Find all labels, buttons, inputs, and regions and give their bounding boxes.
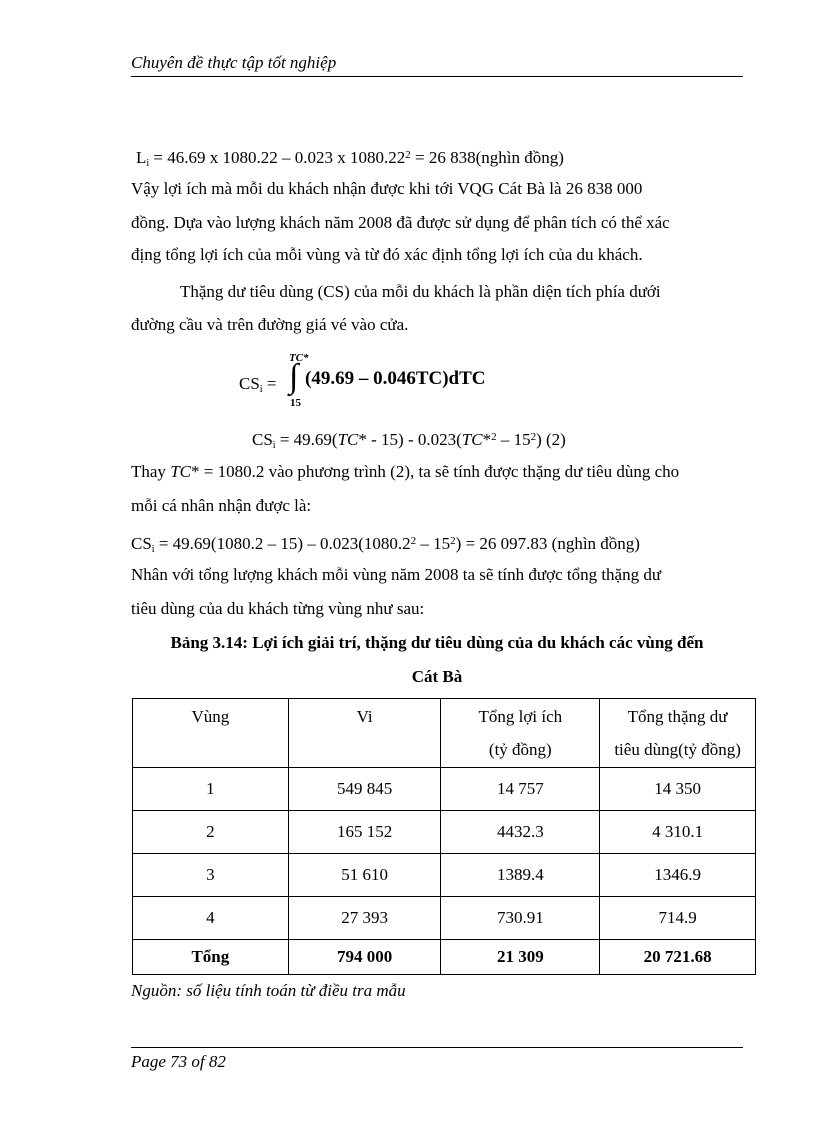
column-header: Tổng lợi ích (tỷ đồng) (441, 699, 600, 768)
integral-upper-limit: TC* (289, 352, 309, 364)
table-cell: 1389.4 (441, 854, 600, 897)
table-row (133, 811, 756, 854)
table-cell: 714.9 (600, 897, 756, 940)
header-title: Chuyên đề thực tập tốt nghiệp (131, 53, 337, 72)
table-cell: 4 (133, 897, 289, 940)
table-row (133, 768, 756, 811)
table-cell: 2 (133, 811, 289, 854)
table-cell: 1346.9 (600, 854, 756, 897)
column-header: Tổng thặng dư tiêu dùng(tỷ đồng) (600, 699, 756, 768)
table-cell: 730.91 (441, 897, 600, 940)
paragraph-line: Thặng dư tiêu dùng (CS) của mỗi du khách là phần diện tích phía dưới (180, 282, 661, 301)
paragraph-line: mỗi cá nhân nhận được là: (131, 496, 312, 515)
integral-lower-limit: 15 (290, 397, 301, 409)
table-cell: 14 757 (441, 768, 600, 811)
integrand: (49.69 – 0.046TC)dTC (305, 368, 486, 389)
table-cell: 165 152 (288, 811, 441, 854)
table-cell: 1 (133, 768, 289, 811)
paragraph-line: Vậy lợi ích mà mỗi du khách nhận được khi tới VQG Cát Bà là 26 838 000 (131, 179, 643, 198)
paragraph-line: Nhân với tổng lượng khách mỗi vùng năm 2008 ta sẽ tính được tổng thặng dư (131, 565, 662, 584)
table-cell: 14 350 (600, 768, 756, 811)
table-cell: 21 309 (441, 940, 600, 975)
equation-benefit: $L_i = 46.69$ x 1080.22 – 0.023 x $1080.22^2 = 26$ 838(nghìn đồng) (136, 148, 564, 169)
equation-cs-formula: $CS_i = 49.69(TC* - 15) - 0.023(TC*^2 - 15^2)$ (2) (252, 430, 566, 451)
benefit-table (132, 698, 756, 975)
table-cell: 51 610 (288, 854, 441, 897)
paragraph-line: tiêu dùng của du khách từng vùng như sau: (131, 599, 425, 618)
column-header: Vi (288, 699, 441, 768)
table-row (133, 897, 756, 940)
table-cell: Tổng (133, 940, 289, 975)
table-caption-continued: Cát Bà (411, 667, 463, 686)
table-row (133, 854, 756, 897)
table-cell: 27 393 (288, 897, 441, 940)
table-cell: 3 (133, 854, 289, 897)
integral-formula (239, 352, 499, 412)
column-header: Vùng (133, 699, 289, 768)
page-header (131, 52, 743, 77)
integral-lhs: $CS_i$ = (239, 374, 277, 395)
paragraph-line: đồng. Dựa vào lượng khách năm 2008 đã được sử dụng để phân tích có thể xác (131, 213, 670, 232)
table-cell: 549 845 (288, 768, 441, 811)
table-cell: 794 000 (288, 940, 441, 975)
table-cell: 4 310.1 (600, 811, 756, 854)
table-cell: 4432.3 (441, 811, 600, 854)
table-cell: 20 721.68 (600, 940, 756, 975)
paragraph-line: địng tổng lợi ích của mỗi vùng và từ đó xác định tổng lợi ích của du khách. (131, 245, 643, 264)
table-caption: Bảng 3.14: Lợi ích giải trí, thặng dư tiêu dùng của du khách các vùng đến (170, 633, 704, 652)
paragraph-line: đường cầu và trên đường giá vé vào cửa. (131, 315, 409, 334)
table-header-row (133, 699, 756, 768)
page-number: Page 73 of 82 (131, 1052, 226, 1071)
equation-cs-value: $CS_i = 49.69(1080.2 - 15) - 0.023(1080.2^2 - 15^2) = 26$ 097.83 (nghìn đồng) (131, 534, 640, 555)
paragraph-line: Thay TC* = 1080.2 vào phương trình (2), ta sẽ tính được thặng dư tiêu dùng cho (131, 462, 680, 481)
table-source-note: Nguồn: số liệu tính toán từ điều tra mẫu (131, 981, 406, 1000)
page-footer (131, 1047, 743, 1071)
integral-sign-icon: ∫ (289, 358, 299, 395)
table-total-row (133, 940, 756, 975)
